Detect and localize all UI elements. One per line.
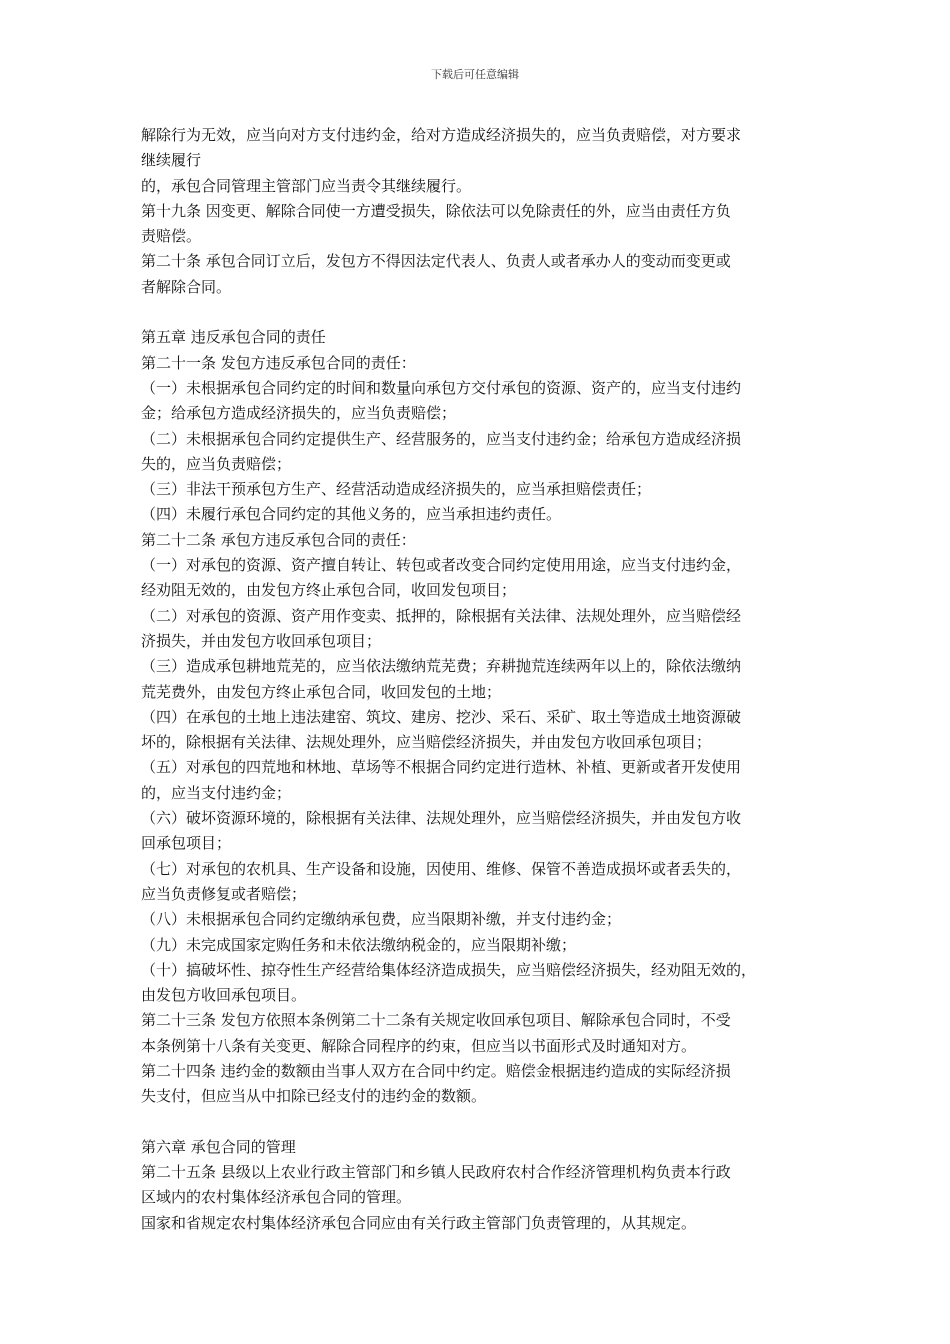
text-line: 金；给承包方造成经济损失的，应当负责赔偿； xyxy=(141,404,457,423)
blank-line xyxy=(141,1110,821,1135)
text-line: 第二十五条 县级以上农业行政主管部门和乡镇人民政府农村合作经济管理机构负责本行政 xyxy=(141,1163,731,1182)
page-header: 下载后可任意编辑 xyxy=(431,68,519,81)
text-line: 责赔偿。 xyxy=(141,227,202,246)
text-line: 的，应当支付违约金； xyxy=(141,783,292,802)
text-line: 第十九条 因变更、解除合同使一方遭受损失，除依法可以免除责任的外，应当由责任方负 xyxy=(141,201,731,220)
text-line: 经劝阻无效的，由发包方终止承包合同，收回发包项目； xyxy=(141,581,517,600)
text-line: 继续履行 xyxy=(141,151,202,170)
text-line: 第五章 违反承包合同的责任 xyxy=(141,328,326,347)
text-line: （八）未根据承包合同约定缴纳承包费，应当限期补缴，并支付违约金； xyxy=(141,910,622,929)
text-line: 第二十条 承包合同订立后，发包方不得因法定代表人、负责人或者承办人的变动而变更或 xyxy=(141,252,731,271)
text-line: （三）非法干预承包方生产、经营活动造成经济损失的，应当承担赔偿责任； xyxy=(141,480,652,499)
text-line: 第二十三条 发包方依照本条例第二十二条有关规定收回承包项目、解除承包合同时，不受 xyxy=(141,1011,731,1030)
text-line: （三）造成承包耕地荒芜的，应当依法缴纳荒芜费；弃耕抛荒连续两年以上的，除依法缴纳 xyxy=(141,657,742,676)
text-line: 国家和省规定农村集体经济承包合同应由有关行政主管部门负责管理的，从其规定。 xyxy=(141,1213,697,1232)
text-line: 应当负责修复或者赔偿； xyxy=(141,884,307,903)
text-line: （二）未根据承包合同约定提供生产、经营服务的，应当支付违约金；给承包方造成经济损 xyxy=(141,429,742,448)
text-line: 第六章 承包合同的管理 xyxy=(141,1137,296,1156)
text-line: 失支付，但应当从中扣除已经支付的违约金的数额。 xyxy=(141,1087,487,1106)
text-line: 区域内的农村集体经济承包合同的管理。 xyxy=(141,1188,412,1207)
text-line: （九）未完成国家定购任务和未依法缴纳税金的，应当限期补缴； xyxy=(141,935,577,954)
text-line: 本条例第十八条有关变更、解除合同程序的约束，但应当以书面形式及时通知对方。 xyxy=(141,1036,697,1055)
text-line: 回承包项目； xyxy=(141,834,232,853)
text-line: 荒芜费外，由发包方终止承包合同，收回发包的土地； xyxy=(141,682,502,701)
text-line: （一）对承包的资源、资产擅自转让、转包或者改变合同约定使用用途，应当支付违约金， xyxy=(141,556,742,575)
blank-line xyxy=(141,300,821,325)
text-line: （四）在承包的土地上违法建窑、筑坟、建房、挖沙、采石、采矿、取土等造成土地资源破 xyxy=(141,707,742,726)
text-line: （十）搞破坏性、掠夺性生产经营给集体经济造成损失，应当赔偿经济损失，经劝阻无效的， xyxy=(141,960,757,979)
text-line: （一）未根据承包合同约定的时间和数量向承包方交付承包的资源、资产的，应当支付违约 xyxy=(141,378,742,397)
text-line: 第二十一条 发包方违反承包合同的责任： xyxy=(141,353,416,372)
text-line: 失的，应当负责赔偿； xyxy=(141,454,292,473)
text-line: 第二十二条 承包方违反承包合同的责任： xyxy=(141,530,416,549)
text-line: 的，承包合同管理主管部门应当责令其继续履行。 xyxy=(141,176,472,195)
text-line: 坏的，除根据有关法律、法规处理外，应当赔偿经济损失，并由发包方收回承包项目； xyxy=(141,733,712,752)
text-line: （二）对承包的资源、资产用作变卖、抵押的，除根据有关法律、法规处理外，应当赔偿经 xyxy=(141,606,742,625)
text-line: 解除行为无效，应当向对方支付违约金，给对方造成经济损失的，应当负责赔偿，对方要求 xyxy=(141,126,742,144)
document-body xyxy=(141,123,821,1236)
text-line: （六）破坏资源环境的，除根据有关法律、法规处理外，应当赔偿经济损失，并由发包方收 xyxy=(141,809,742,828)
text-line: （七）对承包的农机具、生产设备和设施，因使用、维修、保管不善造成损坏或者丢失的， xyxy=(141,859,742,878)
text-line: （五）对承包的四荒地和林地、草场等不根据合同约定进行造林、补植、更新或者开发使用 xyxy=(141,758,742,777)
text-line: 者解除合同。 xyxy=(141,277,232,296)
text-line: （四）未履行承包合同约定的其他义务的，应当承担违约责任。 xyxy=(141,505,562,524)
text-line: 第二十四条 违约金的数额由当事人双方在合同中约定。赔偿金根据违约造成的实际经济损 xyxy=(141,1061,731,1080)
text-line: 由发包方收回承包项目。 xyxy=(141,986,307,1005)
text-line: 济损失，并由发包方收回承包项目； xyxy=(141,631,382,650)
